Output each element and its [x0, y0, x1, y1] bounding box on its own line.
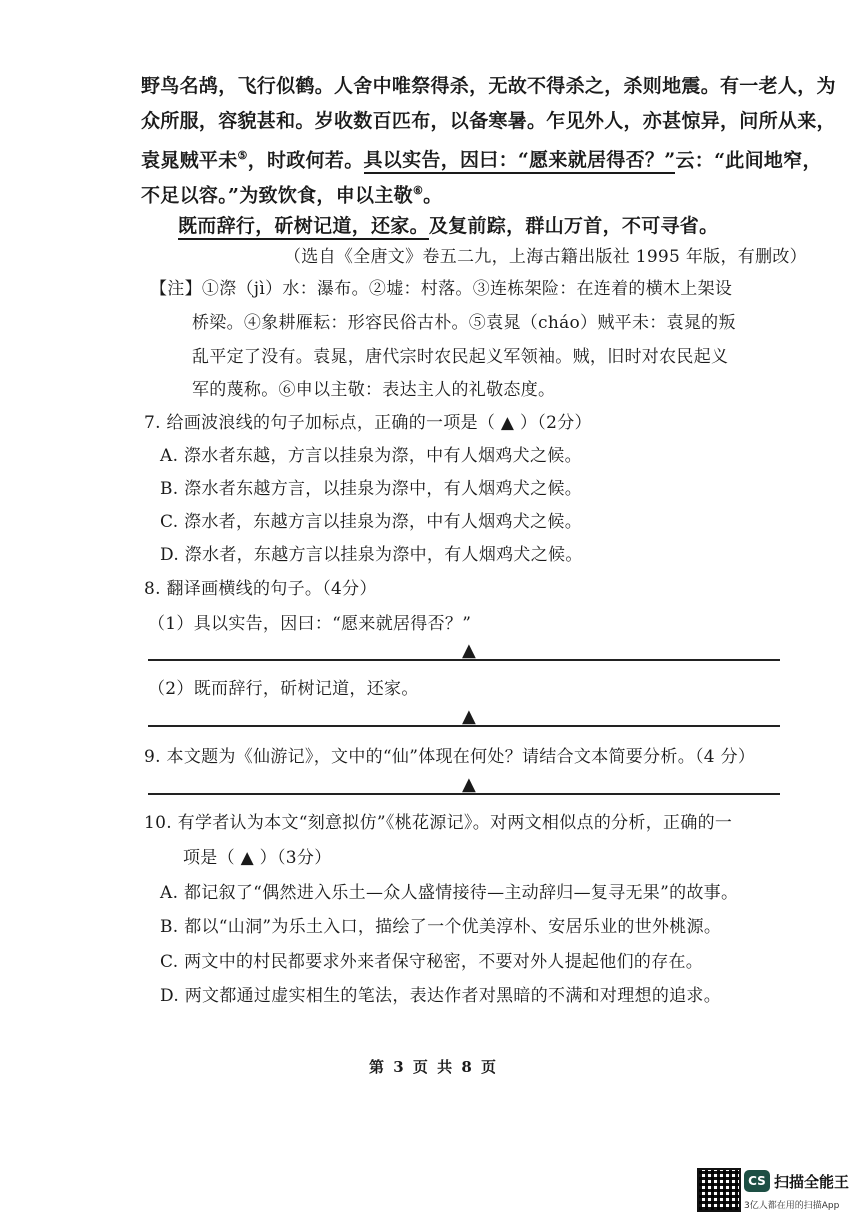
- passage-line: [141, 178, 442, 208]
- passage-line: 众所服，容貌甚和。岁收数百匹布，以备寒暑。乍见外人，亦甚惊异，问所从来，: [141, 110, 836, 132]
- passage-text: 不足以容。”为致饮食，申以主敬: [141, 184, 413, 207]
- passage-text: 云：“此间地窄，: [675, 149, 822, 172]
- camscanner-logo-icon: CS: [744, 1170, 770, 1192]
- passage-text: 及复前踪，群山万首，不可寻省。: [428, 215, 719, 237]
- q7-option-a: A. 漈水者东越，方言以挂泉为漈，中有人烟鸡犬之候。: [160, 446, 582, 466]
- answer-marker: ▲: [462, 706, 476, 727]
- q10-option-b: B. 都以“山洞”为乐土入口，描绘了一个优美淳朴、安居乐业的世外桃源。: [160, 917, 722, 937]
- answer-line: [148, 659, 780, 661]
- answer-line: [148, 725, 780, 727]
- footnote-marker: ⑤: [237, 149, 248, 162]
- note-line: 乱平定了没有。袁晁，唐代宗时农民起义军领袖。贼，旧时对农民起义: [192, 347, 729, 367]
- passage-text: ，时政何若。: [247, 149, 364, 172]
- q10-option-c: C. 两文中的村民都要求外来者保守秘密，不要对外人提起他们的存在。: [160, 952, 704, 972]
- source-citation: （选自《全唐文》卷五二九，上海古籍出版社 1995 年版，有删改）: [284, 247, 807, 267]
- q7-option-b: B. 漈水者东越方言，以挂泉为漈中，有人烟鸡犬之候。: [160, 479, 583, 499]
- page-footer: 第 3 页 共 8 页: [369, 1058, 498, 1076]
- note-line: 军的蔑称。⑥申以主敬：表达主人的礼敬态度。: [192, 380, 556, 400]
- question-10-stem-cont: 项是（ ▲ ）（3分）: [183, 848, 332, 868]
- passage-text: 。: [423, 184, 443, 207]
- passage-line: [141, 143, 822, 173]
- question-7-stem: 7. 给画波浪线的句子加标点，正确的一项是（ ▲ ）（2分）: [144, 413, 592, 433]
- passage-line: 野鸟名鸪，飞行似鹤。人舍中唯祭得杀，无故不得杀之，杀则地震。有一老人，为: [141, 75, 836, 97]
- q8-sub-question-2: （2）既而辞行，斫树记道，还家。: [148, 679, 419, 699]
- watermark-tagline: 3亿人都在用的扫描App: [744, 1201, 840, 1211]
- note-line: 【注】①漈（jì）水：瀑布。②墟：村落。③连栋架险：在连着的横木上架设: [150, 279, 733, 299]
- q7-option-c: C. 漈水者，东越方言以挂泉为漈，中有人烟鸡犬之候。: [160, 512, 583, 532]
- note-line: 桥梁。④象耕雁耘：形容民俗古朴。⑤袁晁（cháo）贼平未：袁晁的叛: [192, 313, 736, 333]
- q8-sub-question-1: （1）具以实告，因曰：“愿来就居得否？”: [148, 614, 472, 634]
- passage-line: [178, 213, 718, 239]
- q10-option-d: D. 两文都通过虚实相生的笔法，表达作者对黑暗的不满和对理想的追求。: [160, 986, 722, 1006]
- answer-marker: ▲: [462, 774, 476, 795]
- qr-code-icon: [697, 1168, 741, 1212]
- question-9-stem: 9. 本文题为《仙游记》，文中的“仙”体现在何处？请结合文本简要分析。（4 分）: [144, 747, 756, 767]
- question-8-stem: 8. 翻译画横线的句子。（4分）: [144, 579, 377, 599]
- footnote-marker: ⑥: [412, 184, 424, 197]
- watermark-app-name: 扫描全能王: [774, 1173, 850, 1191]
- answer-marker: ▲: [462, 640, 476, 661]
- question-10-stem: 10. 有学者认为本文“刻意拟仿”《桃花源记》。对两文相似点的分析，正确的一: [144, 813, 733, 833]
- passage-text: 袁晁贼平未: [141, 149, 238, 172]
- q10-option-a: A. 都记叙了“偶然进入乐土—众人盛情接待—主动辞归—复寻无果”的故事。: [160, 883, 739, 903]
- underlined-sentence: 具以实告，因曰：“愿来就居得否？”: [364, 149, 676, 174]
- underlined-sentence: 既而辞行，斫树记道，还家。: [178, 215, 429, 240]
- answer-line: [148, 793, 780, 795]
- q7-option-d: D. 漈水者，东越方言以挂泉为漈中，有人烟鸡犬之候。: [160, 545, 583, 565]
